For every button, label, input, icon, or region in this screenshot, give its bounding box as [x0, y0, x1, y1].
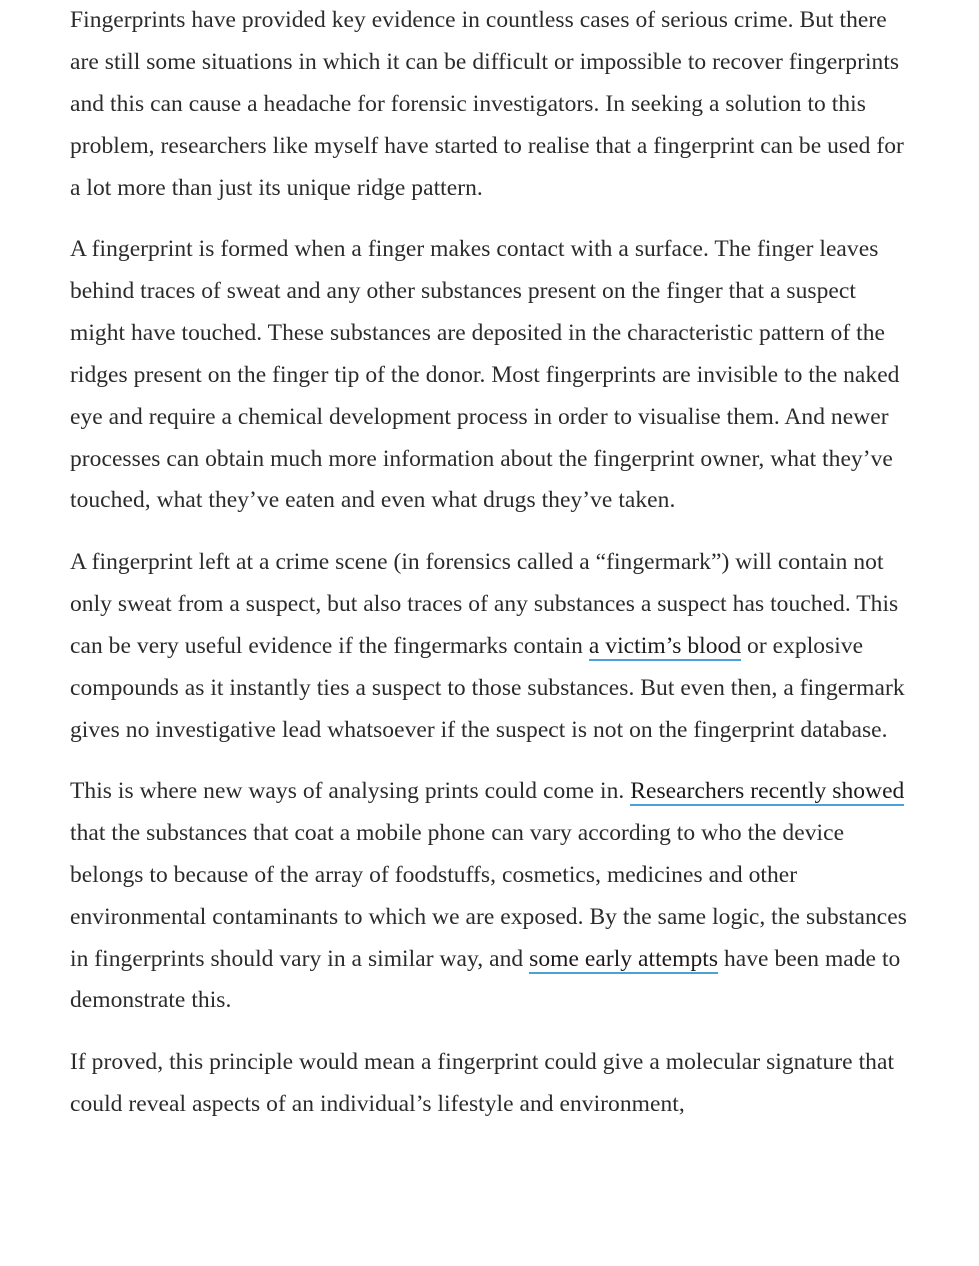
paragraph-4	[70, 771, 910, 1022]
paragraph-4-text-after: have been made to demonstrate this.	[70, 945, 901, 1014]
paragraph-4-text-middle: that the substances that coat a mobile phone can vary according to who the device belongs to because of the array of foodstuffs, cosmetics, medicines and other environmental contaminants to which we are exposed. By the same logic, the substances in fingerprints should vary in a similar way, and	[70, 819, 907, 972]
paragraph-2: A fingerprint is formed when a finger makes contact with a surface. The finger leaves behind traces of sweat and any other substances present on the finger that a suspect might have touched. These substances are deposited in the characteristic pattern of the ridges present on the finger tip of the donor. Most fingerprints are invisible to the naked eye and require a chemical development process in order to visualise them. And newer processes can obtain much more information about the fingerprint owner, what they’ve touched, what they’ve eaten and even what drugs they’ve taken.	[70, 236, 900, 514]
paragraph-1: Fingerprints have provided key evidence in countless cases of serious crime. But there are still some situations in which it can be difficult or impossible to recover fingerprints and this can cause a headache for forensic investigators. In seeking a solution to this problem, researchers like myself have started to realise that a fingerprint can be used for a lot more than just its unique ridge pattern.	[70, 7, 904, 201]
article-body	[70, 0, 910, 1145]
paragraph-3-text-after: or explosive compounds as it instantly ties a suspect to those substances. But even then, a fingermark gives no investigative lead whatsoever if the suspect is not on the fingerprint database.	[70, 632, 905, 743]
paragraph-3-text-before: A fingerprint left at a crime scene (in forensics called a “fingermark”) will contain not only sweat from a suspect, but also traces of any substances a suspect has touched. This can be very useful evidence if the fingermarks contain	[70, 548, 899, 659]
paragraph-5: If proved, this principle would mean a fingerprint could give a molecular signature that could reveal aspects of an individual’s lifestyle and environment,	[70, 1048, 895, 1117]
researchers-recently-showed-link[interactable]: Researchers recently showed	[630, 777, 905, 804]
paragraph-3	[70, 542, 910, 752]
victims-blood-link[interactable]: a victim’s blood	[588, 632, 742, 659]
paragraph-4-text-before: This is where new ways of analysing prints could come in.	[70, 777, 631, 804]
some-early-attempts-link[interactable]: some early attempts	[529, 945, 719, 972]
